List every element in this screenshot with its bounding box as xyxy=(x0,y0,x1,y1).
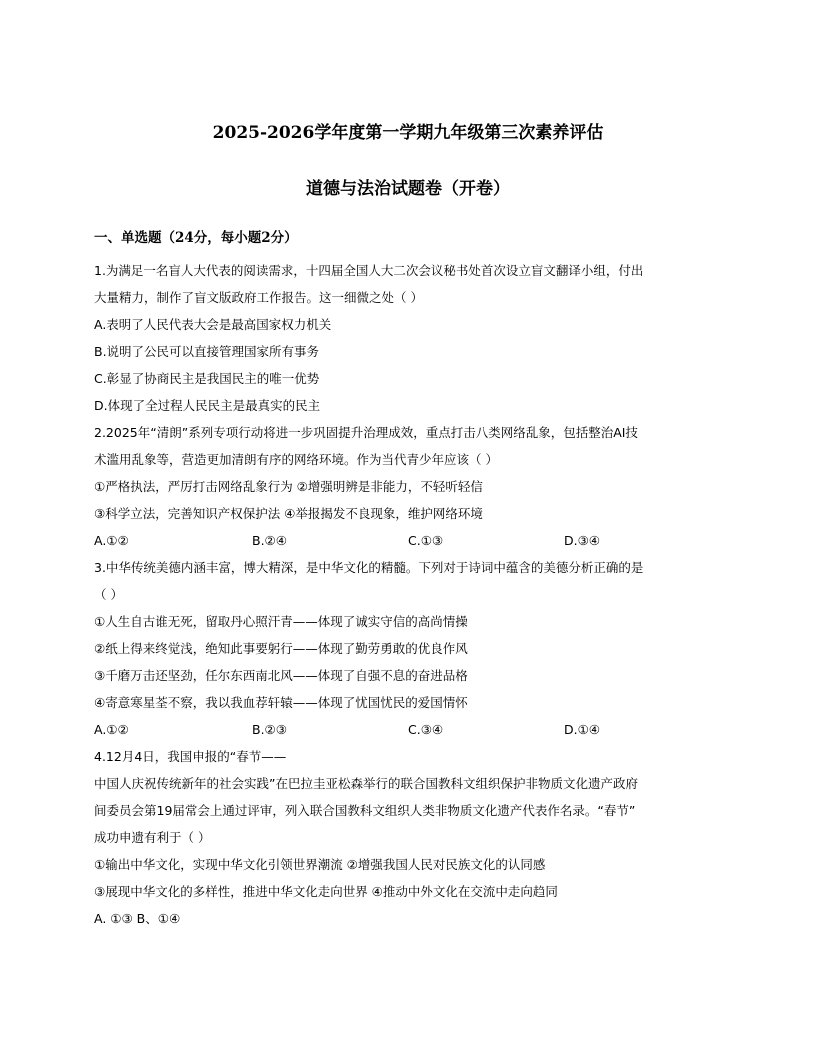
question-3-statement-3: ③千磨万击还坚劲，任尔东西南北风——体现了自强不息的奋进品格 xyxy=(94,668,468,683)
question-3-option-d: D.①④ xyxy=(564,722,601,737)
question-3-statement-4: ④寄意寒星荃不察，我以我血荐轩辕——体现了忧国忧民的爱国情怀 xyxy=(94,695,468,710)
question-4-statements-line: ①输出中华文化，实现中华文化引领世界潮流 ②增强我国人民对民族文化的认同感 xyxy=(94,857,546,872)
question-1-choice-a: A.表明了人民代表大会是最高国家权力机关 xyxy=(94,317,332,332)
question-4-stem-line: 间委员会第19届常会上通过评审，列入联合国教科文组织人类非物质文化遗产代表作名录。“春节” xyxy=(94,803,636,818)
question-4-stem-line: 成功申遗有利于（ ） xyxy=(94,830,211,845)
question-2-options xyxy=(94,527,726,554)
question-2-stem-line: 术滥用乱象等，营造更加清朗有序的网络环境。作为当代青少年应该（ ） xyxy=(94,452,498,467)
section-heading-single-choice: 一、单选题（24分，每小题2分） xyxy=(94,230,298,246)
question-4-stem-line: 4.12月4日，我国申报的“春节—— xyxy=(94,749,287,764)
exam-subtitle: 道德与法治试题卷（开卷） xyxy=(306,179,510,199)
question-4-options: A. ①③ B、①④ xyxy=(94,911,181,926)
question-2-option-b: B.②④ xyxy=(252,533,287,548)
question-3-statement-1: ①人生自古谁无死，留取丹心照汗青——体现了诚实守信的高尚情操 xyxy=(94,614,468,629)
question-2-option-c: C.①③ xyxy=(408,533,444,548)
question-3-option-b: B.②③ xyxy=(252,722,287,737)
question-3-option-a: A.①② xyxy=(94,722,129,737)
question-4-statements-line: ③展现中华文化的多样性，推进中华文化走向世界 ④推动中外文化在交流中走向趋同 xyxy=(94,884,558,899)
question-1-choice-b: B.说明了公民可以直接管理国家所有事务 xyxy=(94,344,320,359)
exam-title: 2025-2026学年度第一学期九年级第三次素养评估 xyxy=(212,123,604,143)
question-1-choice-c: C.彰显了协商民主是我国民主的唯一优势 xyxy=(94,371,320,386)
question-3-stem-line: （ ） xyxy=(94,587,123,602)
question-2-stem-line: 2.2025年“清朗”系列专项行动将进一步巩固提升治理成效，重点打击八类网络乱象，包括整治AI技 xyxy=(94,425,638,440)
question-1-stem-line: 1.为满足一名盲人大代表的阅读需求，十四届全国人大二次会议秘书处首次设立盲文翻译小组，付出 xyxy=(94,263,644,278)
question-3-options xyxy=(94,716,726,743)
question-2-option-a: A.①② xyxy=(94,533,129,548)
question-1-choice-d: D.体现了全过程人民民主是最真实的民主 xyxy=(94,398,321,413)
question-2-option-d: D.③④ xyxy=(564,533,601,548)
question-3-statement-2: ②纸上得来终觉浅，绝知此事要躬行——体现了勤劳勇敢的优良作风 xyxy=(94,641,468,656)
question-list xyxy=(94,257,726,932)
question-3-stem-line: 3.中华传统美德内涵丰富，博大精深，是中华文化的精髓。下列对于诗词中蕴含的美德分析正确的是 xyxy=(94,560,644,575)
question-2-statements-line: ①严格执法，严厉打击网络乱象行为 ②增强明辨是非能力，不轻听轻信 xyxy=(94,479,483,494)
question-3-option-c: C.③④ xyxy=(408,722,444,737)
question-1-stem-line: 大量精力，制作了盲文版政府工作报告。这一细微之处（ ） xyxy=(94,290,423,305)
question-2-statements-line: ③科学立法，完善知识产权保护法 ④举报揭发不良现象，维护网络环境 xyxy=(94,506,483,521)
question-4-stem-line: 中国人庆祝传统新年的社会实践”在巴拉圭亚松森举行的联合国教科文组织保护非物质文化遗产政府 xyxy=(94,776,638,791)
